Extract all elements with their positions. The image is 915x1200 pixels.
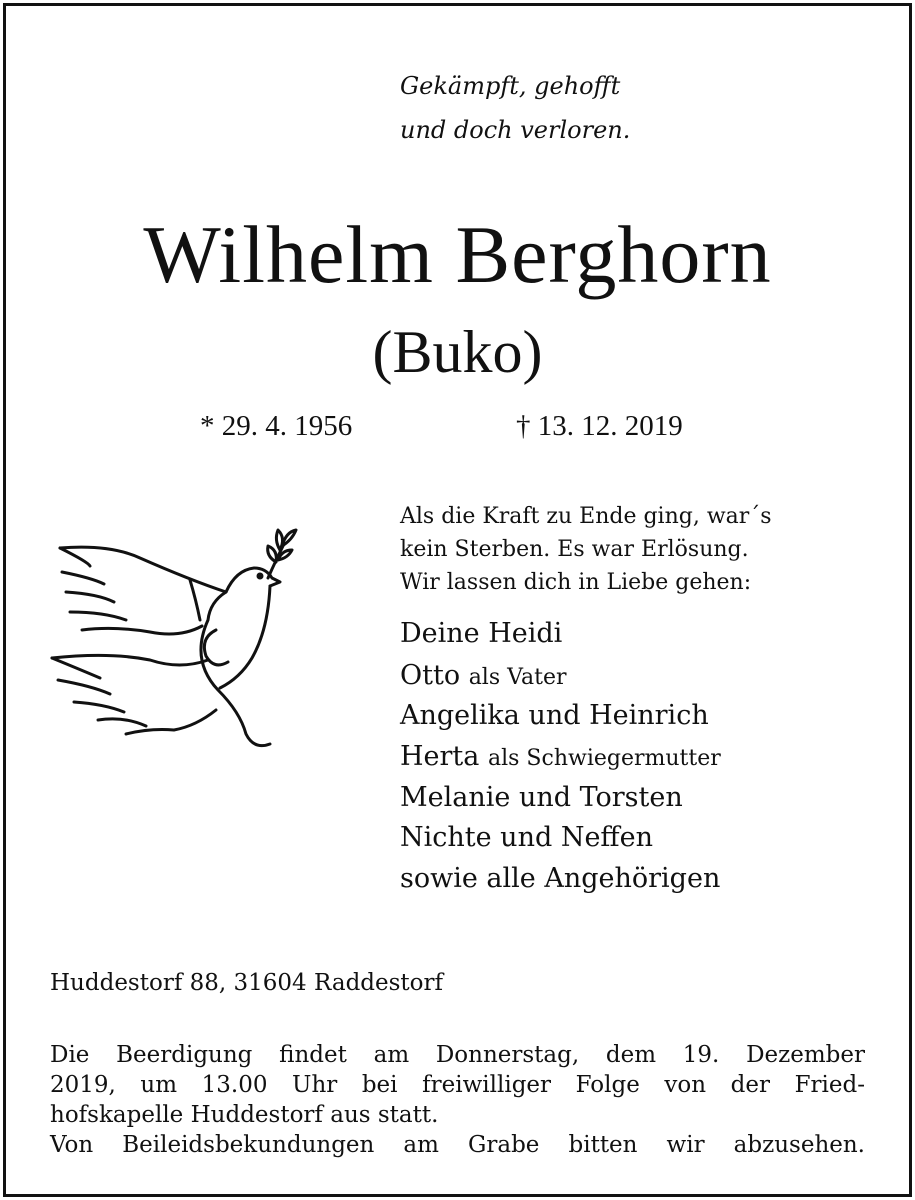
mourner-name: Otto — [400, 660, 461, 691]
mourner-name: Herta — [400, 741, 480, 772]
funeral-notice — [50, 1040, 865, 1160]
mourner-line — [400, 782, 683, 813]
mourner-line — [400, 660, 566, 691]
notice-line-2: 2019, um 13.00 Uhr bei freiwilliger Folge von der Fried- — [50, 1072, 865, 1098]
mourner-name: Angelika und Heinrich — [400, 700, 709, 731]
birth-date: * 29. 4. 1956 — [200, 410, 353, 442]
verse-line-3: Wir lassen dich in Liebe gehen: — [400, 570, 752, 595]
notice-line-1: Die Beerdigung findet am Donnerstag, dem 19. Dezember — [50, 1042, 865, 1068]
motto-line-2: und doch verloren. — [400, 116, 631, 144]
deceased-nickname: (Buko) — [372, 319, 543, 385]
motto-line-1: Gekämpft, gehofft — [400, 72, 621, 100]
verse-block — [400, 500, 772, 599]
mourner-name: Melanie und Torsten — [400, 782, 683, 813]
deceased-name: Wilhelm Berghorn — [143, 209, 772, 300]
mourner-line — [400, 741, 721, 772]
death-date: † 13. 12. 2019 — [516, 410, 683, 442]
mourner-line — [400, 700, 709, 731]
mourner-line — [400, 822, 653, 853]
mourner-role: als Schwiegermutter — [487, 746, 721, 771]
mourner-name: sowie alle Angehörigen — [400, 863, 721, 894]
notice-line-3: hofskapelle Huddestorf aus statt. — [50, 1102, 439, 1128]
mourner-line — [400, 618, 562, 649]
dove-with-olive-branch-icon — [40, 520, 310, 750]
mourner-line — [400, 863, 720, 894]
mourner-name: Deine Heidi — [400, 618, 563, 649]
mourner-name: Nichte und Neffen — [400, 822, 653, 853]
notice-line-4: Von Beileidsbekundungen am Grabe bitten wir abzusehen. — [50, 1132, 865, 1158]
verse-line-2: kein Sterben. Es war Erlösung. — [400, 537, 749, 562]
verse-line-1: Als die Kraft zu Ende ging, war´s — [400, 504, 772, 529]
address: Huddestorf 88, 31604 Raddestorf — [50, 970, 444, 996]
mourner-role: als Vater — [468, 665, 567, 690]
